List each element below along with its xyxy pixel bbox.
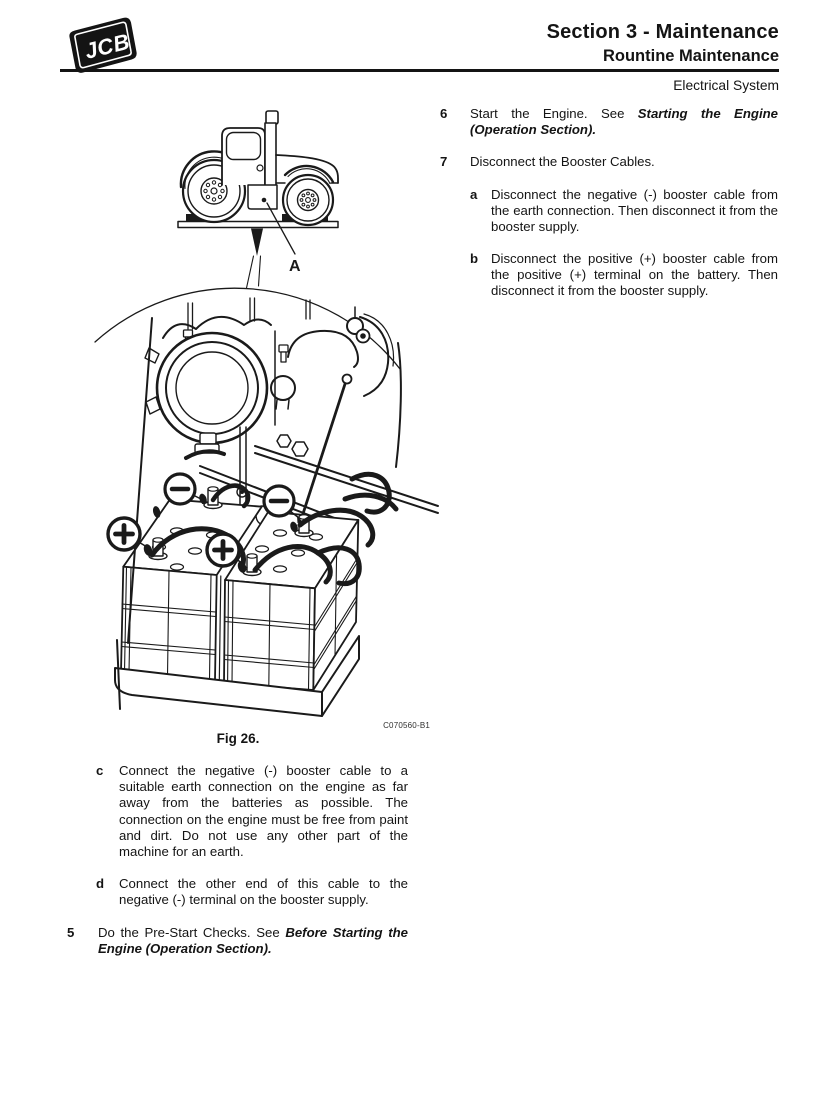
step-d-text: Connect the other end of this cable to the negative (-) terminal on the booster supply.: [119, 876, 408, 908]
step-6-number: 6: [440, 106, 448, 121]
positive-terminal-symbol: [207, 534, 239, 566]
callout-label-a: A: [289, 258, 301, 275]
section-title: Section 3 - Maintenance: [546, 21, 779, 43]
positive-terminal-symbol: [108, 518, 140, 550]
step-c: [67, 763, 408, 860]
tractor-drawing: [178, 111, 338, 228]
step-6: [440, 106, 778, 138]
step-5-text: Do the Pre-Start Checks. See Before Starting the Engine (Operation Section).: [98, 925, 409, 957]
front-wheel: [283, 175, 333, 225]
step-b: [470, 251, 778, 300]
step-a-text: Disconnect the negative (-) booster cable from the earth connection. Then disconnect it from the booster supply.: [491, 187, 778, 235]
dipstick-rod: [300, 384, 345, 523]
figure-caption: Fig 26.: [216, 731, 260, 746]
step-a: [470, 187, 778, 236]
cross-reference: Starting the Engine (Operation Section).: [470, 106, 778, 138]
zoom-pointer-wedge: [251, 229, 263, 257]
step-d: [67, 876, 408, 908]
injector: [279, 345, 288, 362]
step-c-label: c: [96, 763, 104, 778]
step-7-number: 7: [440, 154, 448, 169]
location-dot: [262, 198, 267, 203]
step-5-number: 5: [67, 925, 75, 940]
step-b-text: Disconnect the positive (+) booster cable from the positive (+) terminal on the battery. Then disconnect it from the booster supply.: [491, 251, 778, 299]
battery-right: [224, 512, 358, 690]
cab-window: [227, 133, 261, 160]
header-rule: [60, 69, 779, 72]
jcb-logo-text: JCB: [82, 28, 133, 64]
figure-26-illustration: [60, 95, 440, 740]
step-5: [67, 925, 408, 957]
negative-terminal-symbol: [165, 474, 195, 504]
step-c-text: Connect the negative (-) booster cable to a suitable earth connection on the engine as far away from the batteries as possible. The connection on the engine must be free from paint and dirt. Do not use any other part of the machine for an earth.: [119, 763, 408, 860]
cross-reference: Before Starting the Engine (Operation Section).: [98, 925, 409, 957]
step-b-label: b: [470, 251, 479, 266]
battery-compartment: [248, 185, 277, 209]
hose-clamp: [186, 451, 224, 458]
page-topic: Electrical System: [673, 78, 779, 93]
step-7: [440, 154, 778, 170]
section-subtitle: Rountine Maintenance: [602, 47, 779, 65]
figure-reference-code: C070560-B1: [383, 721, 430, 730]
step-7-text: Disconnect the Booster Cables.: [470, 154, 655, 169]
step-d-label: d: [96, 876, 105, 891]
negative-terminal-symbol: [264, 486, 294, 516]
step-a-label: a: [470, 187, 478, 202]
engine-flywheel: [157, 333, 267, 443]
step-6-text: Start the Engine. See Starting the Engine (Operation Section).: [470, 106, 778, 138]
